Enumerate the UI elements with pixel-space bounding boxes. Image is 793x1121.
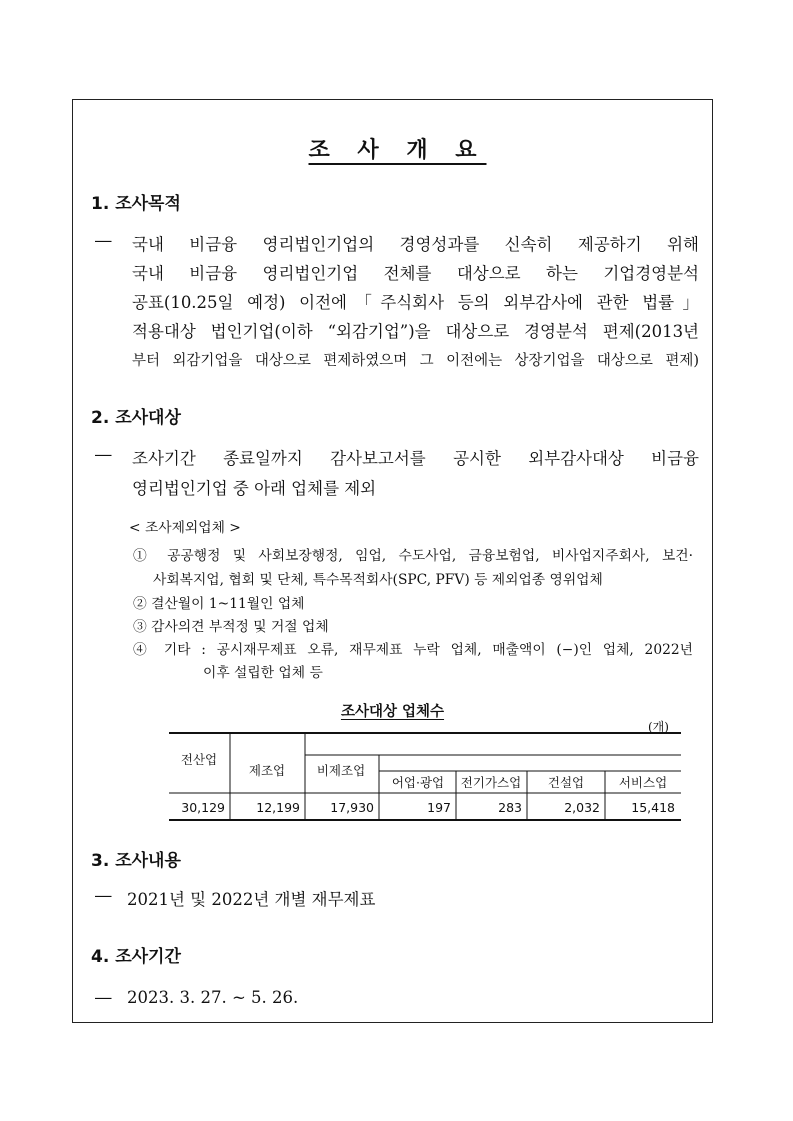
header-non-manufacturing: 비제조업	[316, 763, 366, 778]
text-line: 2021년 및 2022년 개별 재무제표	[127, 890, 376, 909]
exclusion-item: 이후 설립한 업체 등	[203, 665, 323, 681]
cell-non-manufacturing: 17,930	[330, 800, 374, 815]
exclusion-item: ① 공공행정 및 사회보장행정, 임업, 수도사업, 금융보험업, 비사업지주회사, 보건·	[133, 548, 693, 564]
company-count-table	[169, 732, 681, 822]
exclusion-title: < 조사제외업체 >	[129, 520, 241, 536]
header-total: 전산업	[180, 752, 218, 767]
cell-manufacturing: 12,199	[256, 800, 300, 815]
text-line: 영리법인기업 중 아래 업체를 제외	[132, 479, 377, 498]
header-electricity-gas: 전기가스업	[460, 775, 522, 790]
text-line: 부터 외감기업을 대상으로 편제하였으며 그 이전에는 상장기업을 대상으로 편제)	[132, 353, 699, 369]
table-unit: (개)	[648, 720, 669, 734]
cell-construction: 2,032	[564, 800, 600, 815]
cell-services: 15,418	[631, 800, 675, 815]
section-heading-period: 4. 조사기간	[91, 947, 181, 967]
cell-electricity-gas: 283	[498, 800, 522, 815]
dash-bullet: ―	[95, 445, 112, 464]
exclusion-item: ② 결산월이 1~11월인 업체	[133, 596, 305, 612]
exclusion-item: ④ 기타 : 공시재무제표 오류, 재무제표 누락 업체, 매출액이 (−)인 업체, 2022년	[133, 642, 693, 658]
header-services: 서비스업	[618, 775, 668, 790]
dash-bullet: ―	[95, 231, 112, 250]
table-title: 조사대상 업체수	[340, 704, 445, 720]
header-manufacturing: 제조업	[248, 763, 286, 778]
section-heading-purpose: 1. 조사목적	[91, 194, 181, 214]
text-line: 국내 비금융 영리법인기업의 경영성과를 신속히 제공하기 위해	[132, 235, 699, 254]
section-heading-target: 2. 조사대상	[91, 408, 181, 428]
text-line: 국내 비금융 영리법인기업 전체를 대상으로 하는 기업경영분석	[132, 264, 699, 283]
section-heading-content: 3. 조사내용	[91, 851, 181, 871]
header-fishing-mining: 어업·광업	[391, 775, 445, 790]
cell-fishing-mining: 197	[427, 800, 451, 815]
text-line: 적용대상 법인기업(이하 “외감기업”)을 대상으로 경영분석 편제(2013년	[132, 322, 699, 341]
dash-bullet: ―	[95, 886, 112, 905]
exclusion-item: ③ 감사의견 부적정 및 거절 업체	[133, 619, 329, 635]
page-title: 조 사 개 요	[308, 137, 487, 163]
dash-bullet: ―	[95, 988, 112, 1007]
exclusion-item: 사회복지업, 협회 및 단체, 특수목적회사(SPC, PFV) 등 제외업종 영위업체	[153, 572, 603, 588]
header-construction: 건설업	[547, 775, 585, 790]
cell-total: 30,129	[181, 800, 225, 815]
document-frame	[72, 99, 713, 1023]
text-line: 조사기간 종료일까지 감사보고서를 공시한 외부감사대상 비금융	[132, 449, 699, 468]
text-line: 2023. 3. 27. ~ 5. 26.	[127, 988, 299, 1007]
text-line: 공표(10.25일 예정) 이전에「주식회사 등의 외부감사에 관한 법률」	[132, 293, 699, 312]
